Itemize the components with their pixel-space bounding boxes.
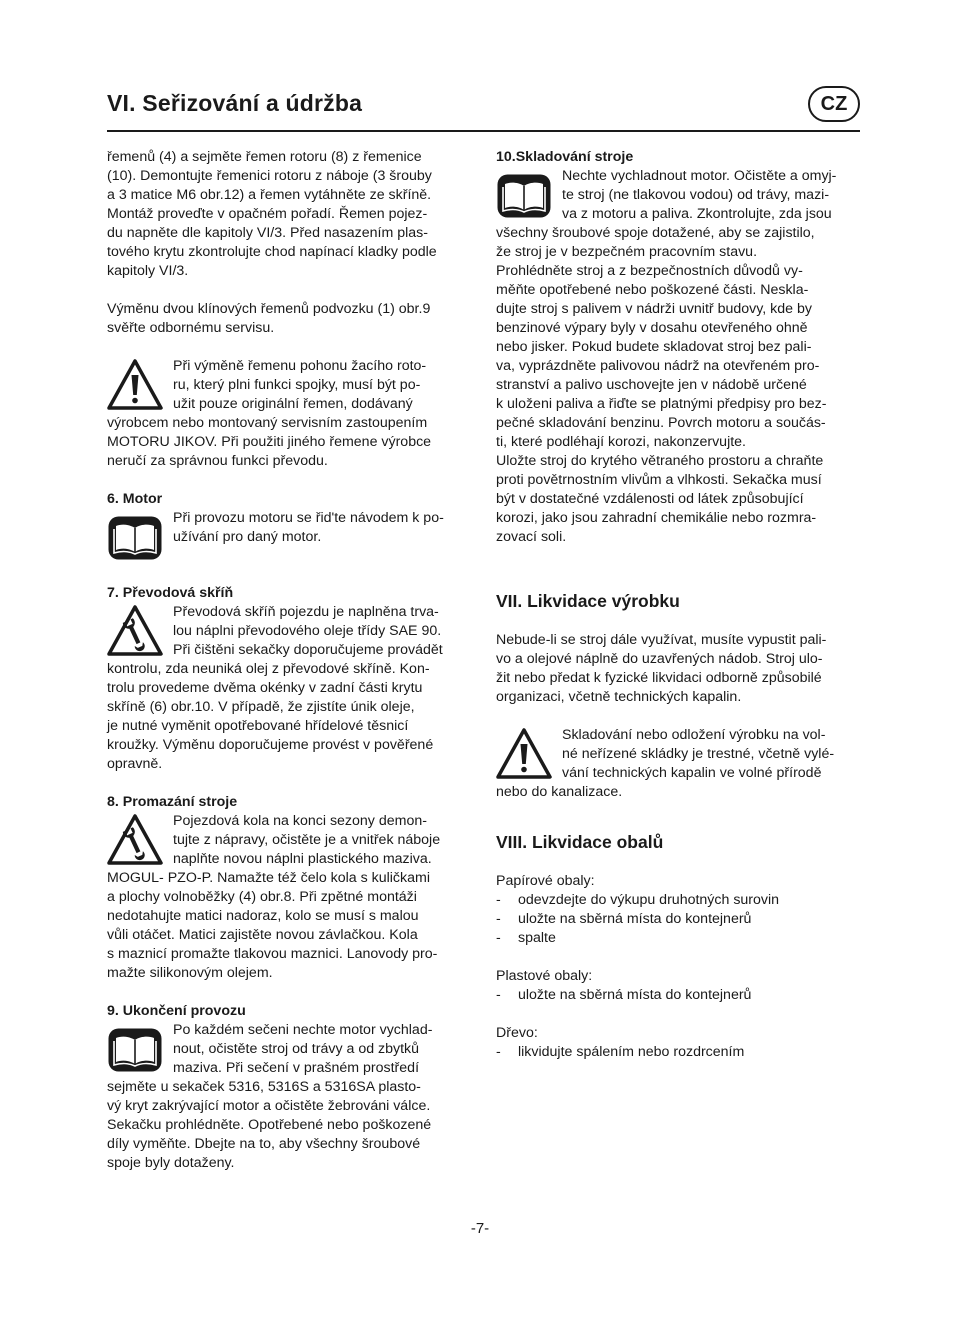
text-line: všechny šroubové spoje dotažené, aby se zajistilo, bbox=[496, 225, 815, 241]
end-of-use-block bbox=[107, 1021, 472, 1173]
text-line: MOTORU JIKOV. Při použiti jiného řemene výrobce bbox=[107, 434, 432, 450]
page-number: -7- bbox=[470, 1220, 490, 1237]
section-heading-motor: 6. Motor bbox=[107, 491, 163, 507]
manual-book-icon bbox=[107, 515, 163, 561]
text-line: Nechte vychladnout motor. Očistěte a omyj- bbox=[562, 168, 837, 184]
text-line: naplňte novou náplni plastického maziva. bbox=[173, 851, 432, 867]
wood-label: Dřevo: bbox=[496, 1025, 538, 1041]
text-line: pečné skladování benzinu. Povrch motoru a součás- bbox=[496, 415, 826, 431]
paper-label: Papírové obaly: bbox=[496, 873, 595, 889]
plastic-label: Plastové obaly: bbox=[496, 968, 593, 984]
text-line: vo a olejové náplně do uzavřených nádob. Stroj ulo- bbox=[496, 651, 823, 667]
belt-warning-block bbox=[107, 357, 472, 471]
text-line: dujte stroj s palivem v nádrži uvnitř budovy, kde by bbox=[496, 301, 812, 317]
section-heading-storage: 10.Skladování stroje bbox=[496, 149, 634, 165]
list-item: - likvidujte spálením nebo rozdrcením bbox=[496, 1043, 864, 1062]
top-right-column bbox=[496, 148, 864, 547]
text-line: sejměte u sekaček 5316, 5316S a 5316SA plasto- bbox=[107, 1079, 421, 1095]
text-line: vůli otáčet. Matici zajistěte novou závlačkou. Kola bbox=[107, 927, 418, 943]
text-line: být v dostatečné vzdálenosti od látek způsobující bbox=[496, 491, 804, 507]
text-line: řemenů (4) a sejměte řemen rotoru (8) z řemenice bbox=[107, 149, 422, 165]
disposal-paragraph bbox=[496, 631, 864, 707]
text-line: du napněte dle kapitoly VI/3. Před nasazením plas- bbox=[107, 225, 428, 241]
text-line: s maznicí promažte tlakovou maznici. Lanovody pro- bbox=[107, 946, 438, 962]
bottom-left-column bbox=[107, 584, 472, 1173]
header-divider bbox=[107, 130, 860, 132]
text-line: Montáž proveďte v opačném pořadí. Řemen pojez- bbox=[107, 206, 428, 222]
text-line: výrobcem nebo montovaný servisním zastoupením bbox=[107, 415, 428, 431]
text-line: né neřízené skládky je trestné, včetně vylé- bbox=[562, 746, 835, 762]
text-line: kroužky. Výměnu doporučujeme provést v pověřené bbox=[107, 737, 434, 753]
text-line: skříně (6) obr.10. V případě, že zjistíte únik oleje, bbox=[107, 699, 415, 715]
text-line: zovací soli. bbox=[496, 529, 567, 545]
wrench-warning-icon bbox=[107, 814, 163, 866]
text-line: trolu provedeme dvěma okénky v zadní části krytu bbox=[107, 680, 423, 696]
page-title: VI. Seřizování a údržba bbox=[107, 90, 363, 116]
text-line: Výměnu dvou klínových řemenů podvozku (1) obr.9 bbox=[107, 301, 431, 317]
section-heading-lubrication: 8. Promazání stroje bbox=[107, 794, 238, 810]
text-line: Při provozu motoru se řid'te návodem k po- bbox=[173, 510, 444, 526]
belt-intro-paragraph bbox=[107, 148, 472, 281]
text-line: (10). Demontujte řemenici rotoru z náboje (3 šrouby bbox=[107, 168, 432, 184]
text-line: tového krytu zkontrolujte chod napínací kladky podle bbox=[107, 244, 437, 260]
text-line: ru, který plni funkci spojky, musí být po- bbox=[173, 377, 421, 393]
list-item: - uložte na sběrná místa do kontejnerů bbox=[496, 910, 864, 929]
text-line: vý kryt zakrývající motor a očistěte žebrováni válce. bbox=[107, 1098, 431, 1114]
text-line: MOGUL- PZO-P. Namažte též čelo kola s kuličkami bbox=[107, 870, 430, 886]
warning-icon bbox=[496, 728, 552, 780]
top-left-column bbox=[107, 148, 472, 561]
text-line: že stroj je v bezpečném pracovním stavu. bbox=[496, 244, 758, 260]
text-line: maziva. Při sečení v prašném prostředí bbox=[173, 1060, 420, 1076]
text-line: je nutné vyměnit opotřebované hřídelové těsnicí bbox=[107, 718, 409, 734]
text-line: stranství a palivo uschovejte jen v nádobě určené bbox=[496, 377, 807, 393]
text-line: neručí za správnou funkci převodu. bbox=[107, 453, 328, 469]
service-paragraph bbox=[107, 300, 472, 338]
text-line: kontrolu, zda neuniká olej z převodové skříně. Kon- bbox=[107, 661, 430, 677]
text-line: te stroj (ne tlakovou vodou) od trávy, mazi- bbox=[562, 187, 830, 203]
section-heading-packaging-disposal: VIII. Likvidace obalů bbox=[496, 832, 664, 852]
text-line: vání technických kapalin ve volné přírodě bbox=[562, 765, 822, 781]
text-line: mažte silikonovým olejem. bbox=[107, 965, 273, 981]
text-line: díly vyměňte. Dbejte na to, aby všechny šroubové bbox=[107, 1136, 421, 1152]
text-line: a 3 matice M6 obr.12) a řemen vytáhněte ze skříně. bbox=[107, 187, 432, 203]
manual-book-icon bbox=[107, 1027, 163, 1073]
text-line: k uloženi paliva a řiďte se platnými předpisy pro bez- bbox=[496, 396, 827, 412]
text-line: Nebude-li se stroj dále využívat, musíte vypustit pali- bbox=[496, 632, 827, 648]
disposal-warning-block bbox=[496, 726, 864, 802]
text-line: organizaci, včetně technických kapalin. bbox=[496, 689, 742, 705]
text-line: ti, které podléhají korozi, nakonzervujte. bbox=[496, 434, 746, 450]
text-line: lou náplni převodového oleje třídy SAE 90. bbox=[173, 623, 442, 639]
text-line: benzinové výpary byly v dosahu otevřeného ohně bbox=[496, 320, 808, 336]
gearbox-block bbox=[107, 603, 472, 774]
text-line: nout, očistěte stroj od trávy a od zbytků bbox=[173, 1041, 420, 1057]
text-line: nebo do kanalizace. bbox=[496, 784, 623, 800]
text-line: va, vyprázdněte palivovou nádrž na otevřeném pro- bbox=[496, 358, 820, 374]
bottom-right-column bbox=[496, 590, 864, 1062]
list-item: - odevzdejte do výkupu druhotných surovin bbox=[496, 891, 864, 910]
wrench-warning-icon bbox=[107, 605, 163, 657]
language-badge: CZ bbox=[808, 86, 860, 122]
text-line: Uložte stroj do krytého větraného prostoru a chraňte bbox=[496, 453, 824, 469]
paper-list bbox=[496, 891, 864, 948]
text-line: nedotahujte matici nadoraz, kolo se musí s malou bbox=[107, 908, 419, 924]
lubrication-block bbox=[107, 812, 472, 983]
wood-list bbox=[496, 1043, 864, 1062]
text-line: spoje byly dotaženy. bbox=[107, 1155, 235, 1171]
plastic-list bbox=[496, 986, 864, 1005]
text-line: kapitoly VI/3. bbox=[107, 263, 189, 279]
section-heading-product-disposal: VII. Likvidace výrobku bbox=[496, 591, 680, 611]
text-line: Pojezdová kola na konci sezony demon- bbox=[173, 813, 427, 829]
text-line: žit nebo předat k fyzické likvidaci odborně způsobilé bbox=[496, 670, 822, 686]
text-line: a plochy volnoběžky (4) obr.8. Při zpětné montáži bbox=[107, 889, 417, 905]
text-line: tujte z nápravy, očistěte je a vnitřek náboje bbox=[173, 832, 441, 848]
text-line: Prohlédněte stroj a z bezpečnostních důvodů vy- bbox=[496, 263, 803, 279]
list-item: - spalte bbox=[496, 929, 864, 948]
text-line: Při výměně řemenu pohonu žacího roto- bbox=[173, 358, 427, 374]
text-line: svěřte odbornému servisu. bbox=[107, 320, 275, 336]
motor-block bbox=[107, 509, 472, 547]
text-line: Sekačku prohlédněte. Opotřebené nebo poškozené bbox=[107, 1117, 432, 1133]
text-line: Po každém sečeni nechte motor vychlad- bbox=[173, 1022, 433, 1038]
text-line: korozi, jako jsou zahradní chemikálie nebo rozmra- bbox=[496, 510, 817, 526]
text-line: Převodová skříň pojezdu je naplněna trva- bbox=[173, 604, 439, 620]
manual-book-icon bbox=[496, 173, 552, 219]
text-line: Skladování nebo odložení výrobku na vol- bbox=[562, 727, 826, 743]
list-item: - uložte na sběrná místa do kontejnerů bbox=[496, 986, 864, 1005]
text-line: nebo jisker. Pokud budete skladovat stroj bez pali- bbox=[496, 339, 812, 355]
text-line: Při čištěni sekačky doporučujeme provádět bbox=[173, 642, 443, 658]
text-line: užit pouze originální řemen, dodávaný bbox=[173, 396, 413, 412]
warning-icon bbox=[107, 359, 163, 411]
section-heading-end-of-use: 9. Ukončení provozu bbox=[107, 1003, 246, 1019]
text-line: opravně. bbox=[107, 756, 163, 772]
text-line: proti povětrnostním vlivům a vlhkosti. Sekačka musí bbox=[496, 472, 822, 488]
text-line: užívání pro daný motor. bbox=[173, 529, 322, 545]
section-heading-gearbox: 7. Převodová skříň bbox=[107, 585, 234, 601]
text-line: va z motoru a paliva. Zkontrolujte, zda jsou bbox=[562, 206, 832, 222]
storage-block bbox=[496, 167, 864, 547]
text-line: měňte opotřebené nebo poškozené části. Neskla- bbox=[496, 282, 809, 298]
